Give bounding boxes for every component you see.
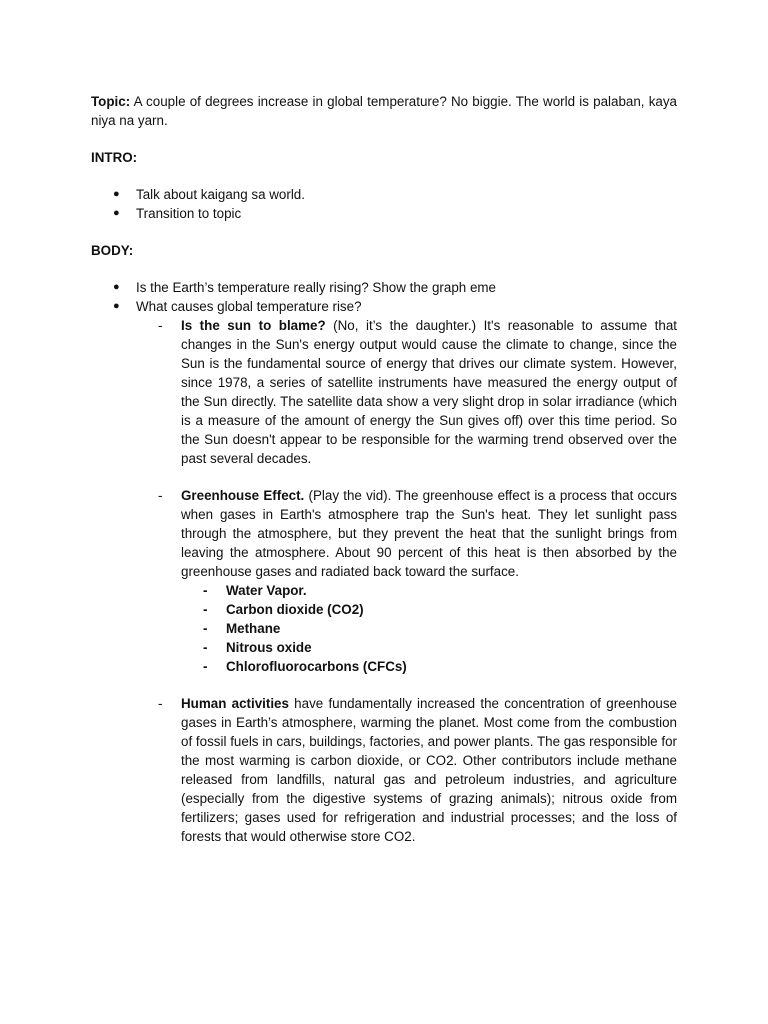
gas-label: Chlorofluorocarbons (CFCs) <box>226 659 407 674</box>
topic-label: Topic: <box>91 94 131 109</box>
list-item <box>91 297 677 316</box>
dash-marker: - <box>203 602 208 617</box>
sun-title: Is the sun to blame? <box>181 318 326 333</box>
intro-list <box>91 185 677 223</box>
bullet-icon: ● <box>113 207 120 219</box>
gas-item <box>91 638 677 657</box>
gas-item <box>91 581 677 600</box>
topic-paragraph <box>91 92 677 130</box>
list-item <box>91 185 677 204</box>
list-item <box>91 204 677 223</box>
body-heading: BODY: <box>91 243 134 258</box>
dash-marker: - <box>203 621 208 636</box>
gas-label: Nitrous oxide <box>226 640 312 655</box>
body-item-text: What causes global temperature rise? <box>136 299 362 314</box>
greenhouse-text: (Play the vid). The greenhouse effect is a process that occurs when gases in Earth's atmosphere trap the Sun's heat. They let sunlight pass through the atmosphere, but they prevent the heat that the sunlight brings from leaving the atmosphere. About 90 percent of this heat is then absorbed by the greenhouse gases and radiated back toward the surface. <box>181 488 677 579</box>
dash-marker: - <box>158 488 163 503</box>
body-item-text: Is the Earth’s temperature really rising? Show the graph eme <box>136 280 496 295</box>
dash-marker: - <box>158 696 163 711</box>
gas-label: Methane <box>226 621 281 636</box>
intro-heading: INTRO: <box>91 150 138 165</box>
dash-marker: - <box>203 640 208 655</box>
greenhouse-section <box>91 486 677 581</box>
bullet-icon: ● <box>113 188 120 200</box>
gas-label: Water Vapor. <box>226 583 307 598</box>
bullet-icon: ● <box>113 281 120 293</box>
greenhouse-title: Greenhouse Effect. <box>181 488 305 503</box>
gas-item <box>91 657 677 676</box>
human-activities-text: have fundamentally increased the concentration of greenhouse gases in Earth’s atmosphere, warming the planet. Most come from the combustion of fossil fuels in cars, buildings, factories, and power plants. The gas responsible for the most warming is carbon dioxide, or CO2. Other contributors include methane released from landfills, natural gas and petroleum industries, and agriculture (especially from the digestive systems of grazing animals); nitrous oxide from fertilizers; gases used for refrigeration and industrial processes; and the loss of forests that would otherwise store CO2. <box>181 696 677 844</box>
intro-item-text: Talk about kaigang sa world. <box>136 187 305 202</box>
gas-label: Carbon dioxide (CO2) <box>226 602 364 617</box>
topic-text: A couple of degrees increase in global temperature? No biggie. The world is palaban, kaya niya na yarn. <box>91 94 677 128</box>
list-item <box>91 278 677 297</box>
intro-item-text: Transition to topic <box>136 206 242 221</box>
gas-item <box>91 600 677 619</box>
sun-text: (No, it’s the daughter.) It's reasonable to assume that changes in the Sun's energy output would cause the climate to change, since the Sun is the fundamental source of energy that drives our climate system. However, since 1978, a series of satellite instruments have measured the energy output of the Sun directly. The satellite data show a very slight drop in solar irradiance (which is a measure of the amount of energy the Sun gives off) over this time period. So the Sun doesn't appear to be responsible for the warming trend observed over the past several decades. <box>181 318 677 466</box>
dash-marker: - <box>203 659 208 674</box>
gas-item <box>91 619 677 638</box>
sun-section <box>91 316 677 468</box>
dash-marker: - <box>203 583 208 598</box>
gas-list <box>91 581 677 676</box>
document-page <box>91 92 677 846</box>
body-list <box>91 278 677 316</box>
dash-marker: - <box>158 318 163 333</box>
bullet-icon: ● <box>113 300 120 312</box>
human-activities-section <box>91 694 677 846</box>
human-activities-title: Human activities <box>181 696 289 711</box>
